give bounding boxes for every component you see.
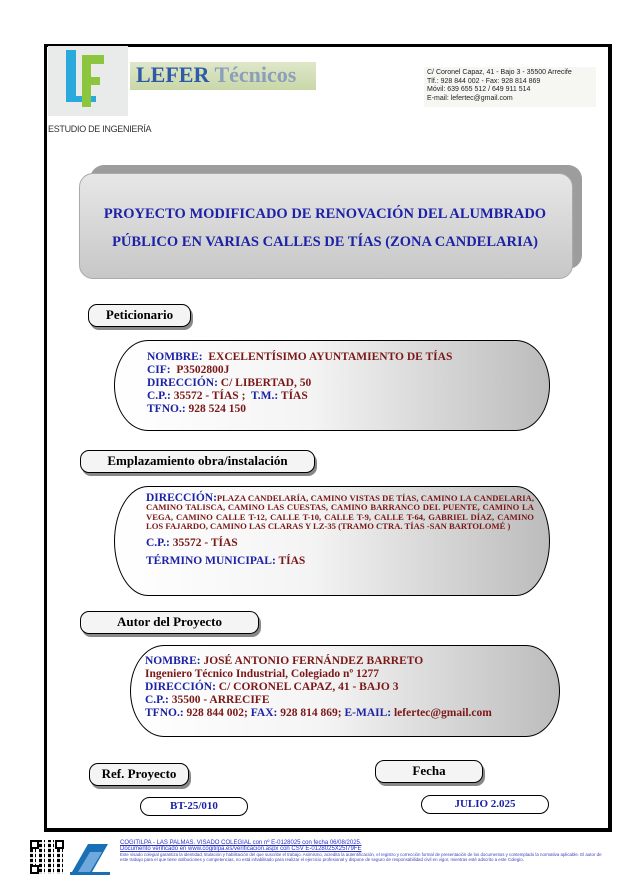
project-title — [79, 200, 571, 256]
emplazamiento-label: Emplazamiento obra/instalación — [80, 450, 315, 473]
project-title-line1: PROYECTO MODIFICADO DE RENOVACIÓN DEL ALUMBRADO — [103, 206, 547, 222]
autor-details — [145, 655, 555, 720]
brand-name: LEFER Técnicos — [136, 62, 297, 87]
college-seal-icon — [68, 838, 112, 878]
studio-subtitle: ESTUDIO DE INGENIERÍA — [48, 124, 152, 134]
contact-phone: Tlf.: 928 844 002 - Fax: 928 814 869 — [427, 77, 541, 85]
peticionario-cif: CIF: P3502800J — [147, 364, 230, 376]
visado-line2: Documento verificado en www.cogitilpa.es/verificacion.aspx con CSV E-0128025X25I79FE — [120, 846, 362, 852]
logo-f-mark — [82, 55, 112, 113]
contact-mobile: Móvil: 639 655 512 / 649 911 514 — [427, 86, 531, 93]
emplazamiento-cp: C.P.: 35572 - TÍAS — [146, 536, 238, 549]
autor-cp: C.P.: 35500 - ARRECIFE — [145, 694, 270, 706]
peticionario-cp: C.P.: 35572 - TÍAS ; T.M.: TÍAS — [147, 390, 308, 402]
peticionario-nombre: NOMBRE: EXCELENTÍSIMO AYUNTAMIENTO DE TÍAS — [147, 351, 453, 363]
contact-address: C/ Coronel Capaz, 41 - Bajo 3 - 35500 Arrecife — [427, 69, 572, 76]
qr-code — [30, 840, 64, 874]
fecha-label: Fecha — [375, 760, 483, 783]
project-title-line2: PÚBLICO EN VARIAS CALLES DE TÍAS (ZONA CANDELARIA) — [112, 234, 538, 250]
emplazamiento-direccion: DIRECCIÓN:PLAZA CANDELARÍA, CAMINO VISTAS DE TÍAS, CAMINO LA CANDELARIA, CAMINO TALISCA, CAMINO LAS CUESTAS, CAMINO BARRANCO DEL PUENTE, CAMINO LA VEGA, CAMINO CALLE T-12, CALLE T-10, CALLE T-9, CALLE T-64, GABRIEL DÍAZ, CAMINO LOS FAJARDO, CAMINO LAS CLARAS Y LZ-35 (TRAMO CTRA. TÍAS -SAN BARTOLOMÉ ) — [146, 492, 534, 532]
emplazamiento-details — [146, 494, 534, 568]
autor-direccion: DIRECCIÓN: C/ CORONEL CAPAZ, 41 - BAJO 3 — [145, 681, 399, 693]
ref-label: Ref. Proyecto — [89, 763, 189, 786]
visado-line3: Este visado colegial garantiza la identidad, titulación y habilitación del que suscribe el trabajo. Asimismo, acredita la autentificación, el registro y corrección formal de presentación de los documentos y contemplado la normativa aplicable. El autor de este trabajo para el que tiene atribuciones y competencias, no está inhabilitado para realizar el ejercicio profesional y dispone de seguro de responsabilidad civil en vigor, mientras esté adscrito a este Colegio. — [120, 852, 602, 863]
autor-label: Autor del Proyecto — [80, 611, 259, 634]
autor-nombre: NOMBRE: JOSÉ ANTONIO FERNÁNDEZ BARRETO — [145, 655, 424, 667]
autor-titulo: Ingeniero Técnico Industrial, Colegiado nº 1277 — [145, 668, 380, 680]
autor-contacto: TFNO.: 928 844 002; FAX: 928 814 869; E-MAIL: lefertec@gmail.com — [145, 707, 492, 719]
peticionario-direccion: DIRECCIÓN: C/ LIBERTAD, 50 — [147, 377, 312, 389]
fecha-value: JULIO 2.025 — [421, 795, 549, 814]
emplazamiento-tm: TÉRMINO MUNICIPAL: TÍAS — [146, 554, 306, 567]
visado-line1: COGITILPA - LAS PALMAS. VISADO COLEGIAL con nº E-0128025 con fecha 06/08/2025. — [120, 840, 362, 846]
peticionario-label: Peticionario — [88, 304, 191, 327]
ref-value: BT-25/010 — [140, 797, 248, 816]
contact-email: E-mail: lefertec@gmail.com — [427, 94, 513, 102]
peticionario-tfno: TFNO.: 928 524 150 — [147, 403, 247, 415]
visado-stamp — [120, 840, 610, 862]
contact-info — [427, 69, 572, 103]
peticionario-details — [147, 351, 527, 416]
